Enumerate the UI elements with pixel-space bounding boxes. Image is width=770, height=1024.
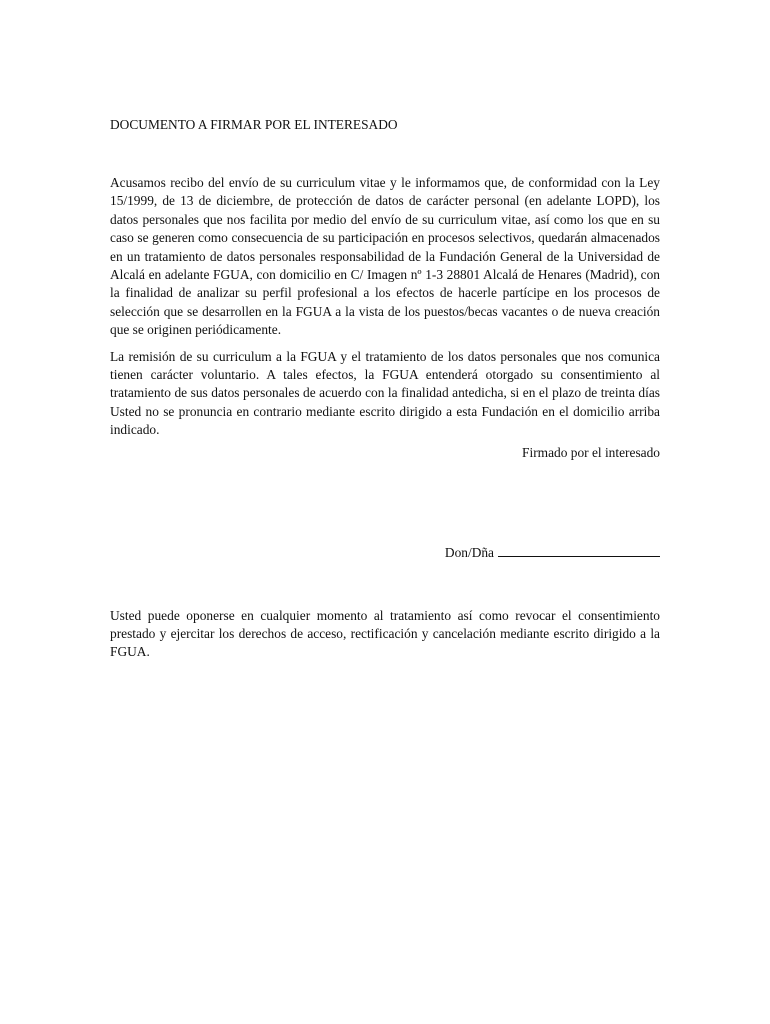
voluntary-paragraph: La remisión de su curriculum a la FGUA y el tratamiento de los datos personales que nos comunica tienen carácter voluntario. A tales efectos, la FGUA entenderá otorgado su consentimiento al tratamiento de sus datos personales de acuerdo con la finalidad antedicha, si en el plazo de treinta días Usted no se pronuncia en contrario mediante escrito dirigido a esta Fundación en el domicilio arriba indicado. bbox=[110, 348, 660, 438]
signature-blank bbox=[498, 544, 660, 557]
document-body bbox=[110, 116, 660, 662]
rights-paragraph: Usted puede oponerse en cualquier momento al tratamiento así como revocar el consentimiento prestado y ejercitar los derechos de acceso, rectificación y cancelación mediante escrito dirigido a la FGUA. bbox=[110, 607, 660, 660]
signed-by-label: Firmado por el interesado bbox=[522, 444, 660, 460]
signature-line bbox=[110, 544, 660, 562]
document-title: DOCUMENTO A FIRMAR POR EL INTERESADO bbox=[110, 117, 398, 132]
don-label: Don/Dña bbox=[444, 545, 494, 561]
consent-paragraph: Acusamos recibo del envío de su curriculum vitae y le informamos que, de conformidad con la Ley 15/1999, de 13 de diciembre, de protección de datos de carácter personal (en adelante LOPD), los datos personales que nos facilita por medio del envío de su curriculum vitae, así como los que en su caso se generen como consecuencia de su participación en procesos selectivos, quedarán almacenados en un tratamiento de datos personales responsabilidad de la Fundación General de la Universidad de Alcalá en adelante FGUA, con domicilio en C/ Imagen nº 1-3 28801 Alcalá de Henares (Madrid), con la finalidad de analizar su perfil profesional a los efectos de hacerle partícipe en los procesos de selección que se desarrollen en la FGUA a la vista de los puestos/becas vacantes o de nueva creación que se originen periódicamente. bbox=[110, 175, 660, 338]
